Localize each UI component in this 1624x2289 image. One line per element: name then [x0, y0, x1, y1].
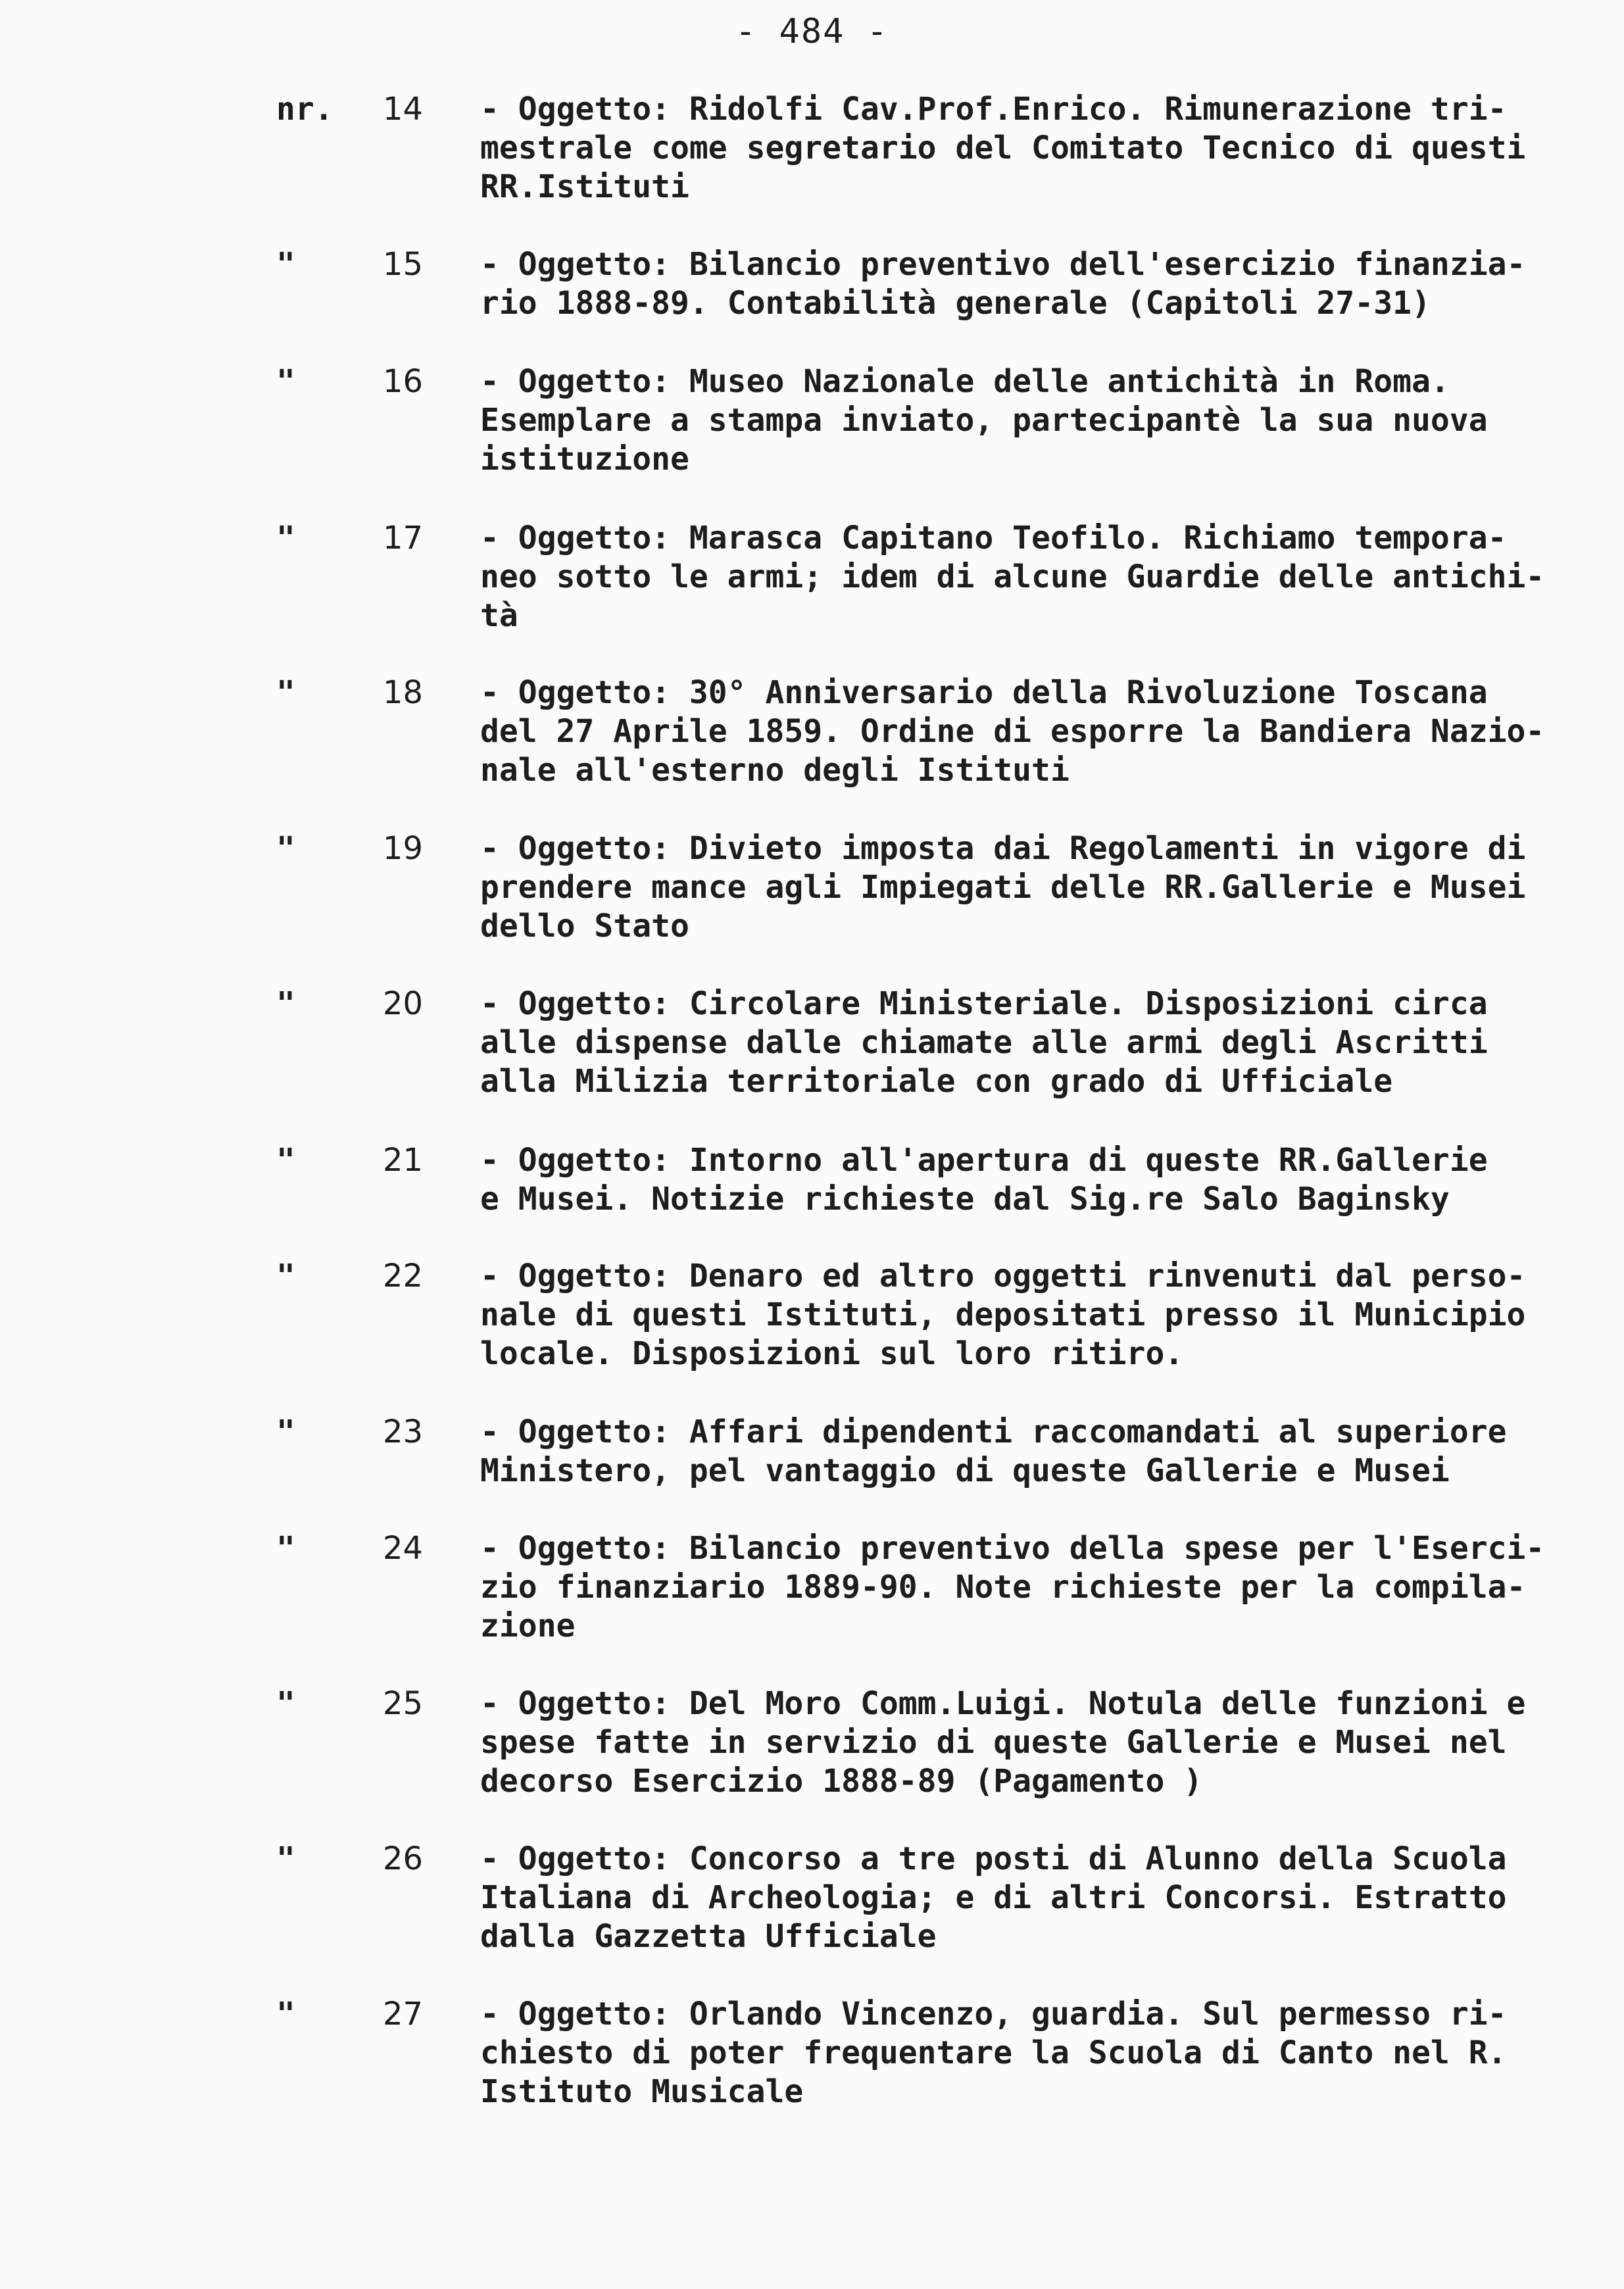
- entry-subject-line: dello Stato: [480, 908, 689, 945]
- entry-subject-line: - Oggetto: Denaro ed altro oggetti rinvenuti dal perso-: [480, 1258, 1526, 1294]
- entry-subject-line: rio 1888-89. Contabilità generale (Capitoli 27-31): [480, 285, 1431, 322]
- entry-subject: [480, 985, 1605, 1101]
- entry-prefix: ": [276, 246, 295, 283]
- entry-subject: [480, 362, 1605, 479]
- entry-number: 25: [383, 1685, 424, 1722]
- entry-prefix: ": [276, 985, 295, 1022]
- register-entry: [0, 674, 1624, 799]
- entry-subject: [480, 1840, 1605, 1956]
- entry-prefix: ": [276, 674, 295, 711]
- entry-subject-line: - Oggetto: Marasca Capitano Teofilo. Richiamo tempora-: [480, 520, 1507, 556]
- register-entry: [0, 1257, 1624, 1382]
- entry-subject-line: alle dispense dalle chiamate alle armi degli Ascritti: [480, 1024, 1488, 1061]
- entry-number: 27: [383, 1996, 424, 2032]
- entry-subject-line: zione: [480, 1608, 576, 1644]
- entry-number: 20: [383, 985, 424, 1022]
- entry-subject-line: zio finanziario 1889-90. Note richieste per la compila-: [480, 1569, 1526, 1606]
- entry-prefix: ": [276, 363, 295, 400]
- entry-subject-line: istituzione: [480, 441, 689, 478]
- entry-subject: [480, 519, 1605, 635]
- entry-subject-line: alla Milizia territoriale con grado di Ufficiale: [480, 1063, 1393, 1100]
- register-entry: [0, 829, 1624, 954]
- entry-subject-line: - Oggetto: Affari dipendenti raccomandati al superiore: [480, 1414, 1507, 1450]
- entry-subject: [480, 1413, 1605, 1490]
- entry-subject: [480, 90, 1605, 207]
- entry-prefix: ": [276, 830, 295, 867]
- entry-number: 23: [383, 1414, 424, 1450]
- entry-subject-line: - Oggetto: Circolare Ministeriale. Disposizioni circa: [480, 985, 1488, 1022]
- entry-subject: [480, 1995, 1605, 2111]
- entry-subject-line: neo sotto le armi; idem di alcune Guardie delle antichi-: [480, 558, 1545, 595]
- entry-subject-line: locale. Disposizioni sul loro ritiro.: [480, 1335, 1184, 1372]
- entry-prefix: ": [276, 1840, 295, 1877]
- entry-number: 26: [383, 1840, 424, 1877]
- page-number: - 484 -: [735, 12, 889, 51]
- entry-prefix: nr.: [276, 91, 333, 128]
- register-entry: [0, 985, 1624, 1110]
- register-entry: [0, 1413, 1624, 1538]
- entry-subject-line: tà: [480, 597, 518, 634]
- register-entry: [0, 90, 1624, 215]
- entry-subject-line: Istituto Musicale: [480, 2073, 804, 2110]
- register-entry: [0, 519, 1624, 644]
- entry-subject: [480, 1257, 1605, 1373]
- entry-subject-line: Esemplare a stampa inviato, partecipantè la sua nuova: [480, 402, 1488, 439]
- entry-prefix: ": [276, 1996, 295, 2032]
- entry-subject-line: Italiana di Archeologia; e di altri Concorsi. Estratto: [480, 1879, 1507, 1916]
- entry-subject-line: e Musei. Notizie richieste dal Sig.re Salo Baginsky: [480, 1181, 1450, 1218]
- entry-subject: [480, 1529, 1605, 1646]
- entry-number: 17: [383, 520, 424, 556]
- entry-number: 24: [383, 1530, 424, 1567]
- entry-number: 18: [383, 674, 424, 711]
- entry-subject: [480, 1685, 1605, 1801]
- entry-number: 15: [383, 246, 424, 283]
- entry-subject-line: - Oggetto: 30° Anniversario della Rivoluzione Toscana: [480, 674, 1488, 711]
- register-entry: [0, 245, 1624, 370]
- entry-subject: [480, 829, 1605, 946]
- entry-number: 21: [383, 1142, 424, 1179]
- entry-subject-line: - Oggetto: Museo Nazionale delle antichità in Roma.: [480, 363, 1450, 400]
- entry-subject-line: del 27 Aprile 1859. Ordine di esporre la Bandiera Nazio-: [480, 713, 1545, 750]
- entry-prefix: ": [276, 1685, 295, 1722]
- entry-subject-line: Ministero, pel vantaggio di queste Gallerie e Musei: [480, 1452, 1450, 1489]
- entry-subject-line: - Oggetto: Intorno all'apertura di queste RR.Gallerie: [480, 1142, 1488, 1179]
- entry-subject-line: - Oggetto: Del Moro Comm.Luigi. Notula delle funzioni e: [480, 1685, 1526, 1722]
- register-entry: [0, 1995, 1624, 2120]
- entry-subject: [480, 1141, 1605, 1219]
- entry-prefix: ": [276, 1530, 295, 1567]
- entry-subject-line: decorso Esercizio 1888-89 (Pagamento ): [480, 1763, 1203, 1800]
- register-entry: [0, 1529, 1624, 1654]
- entry-subject-line: - Oggetto: Ridolfi Cav.Prof.Enrico. Rimunerazione tri-: [480, 91, 1507, 128]
- entry-subject-line: RR.Istituti: [480, 168, 689, 205]
- entry-subject-line: chiesto di poter frequentare la Scuola di Canto nel R.: [480, 2034, 1507, 2071]
- entry-number: 16: [383, 363, 424, 400]
- entry-subject-line: mestrale come segretario del Comitato Tecnico di questi: [480, 130, 1526, 166]
- entry-subject-line: - Oggetto: Concorso a tre posti di Alunno della Scuola: [480, 1840, 1507, 1877]
- entry-prefix: ": [276, 1414, 295, 1450]
- register-entry: [0, 1141, 1624, 1266]
- entry-prefix: ": [276, 520, 295, 556]
- entry-subject-line: - Oggetto: Orlando Vincenzo, guardia. Sul permesso ri-: [480, 1996, 1507, 2032]
- entry-subject-line: dalla Gazzetta Ufficiale: [480, 1918, 937, 1955]
- entry-subject: [480, 674, 1605, 790]
- entry-subject-line: nale all'esterno degli Istituti: [480, 752, 1070, 789]
- entry-prefix: ": [276, 1142, 295, 1179]
- entry-subject-line: - Oggetto: Divieto imposta dai Regolamenti in vigore di: [480, 830, 1526, 867]
- entry-prefix: ": [276, 1258, 295, 1294]
- entry-subject-line: - Oggetto: Bilancio preventivo della spese per l'Eserci-: [480, 1530, 1545, 1567]
- entry-number: 22: [383, 1258, 424, 1294]
- entry-subject: [480, 245, 1605, 323]
- register-entry: [0, 1840, 1624, 1965]
- entry-number: 19: [383, 830, 424, 867]
- register-entry: [0, 1685, 1624, 1809]
- entry-subject-line: nale di questi Istituti, depositati presso il Municipio: [480, 1296, 1526, 1333]
- entry-subject-line: prendere mance agli Impiegati delle RR.Gallerie e Musei: [480, 869, 1526, 906]
- entry-subject-line: spese fatte in servizio di queste Gallerie e Musei nel: [480, 1724, 1507, 1761]
- entry-subject-line: - Oggetto: Bilancio preventivo dell'esercizio finanzia-: [480, 246, 1526, 283]
- register-entry: [0, 362, 1624, 487]
- entry-number: 14: [383, 91, 424, 128]
